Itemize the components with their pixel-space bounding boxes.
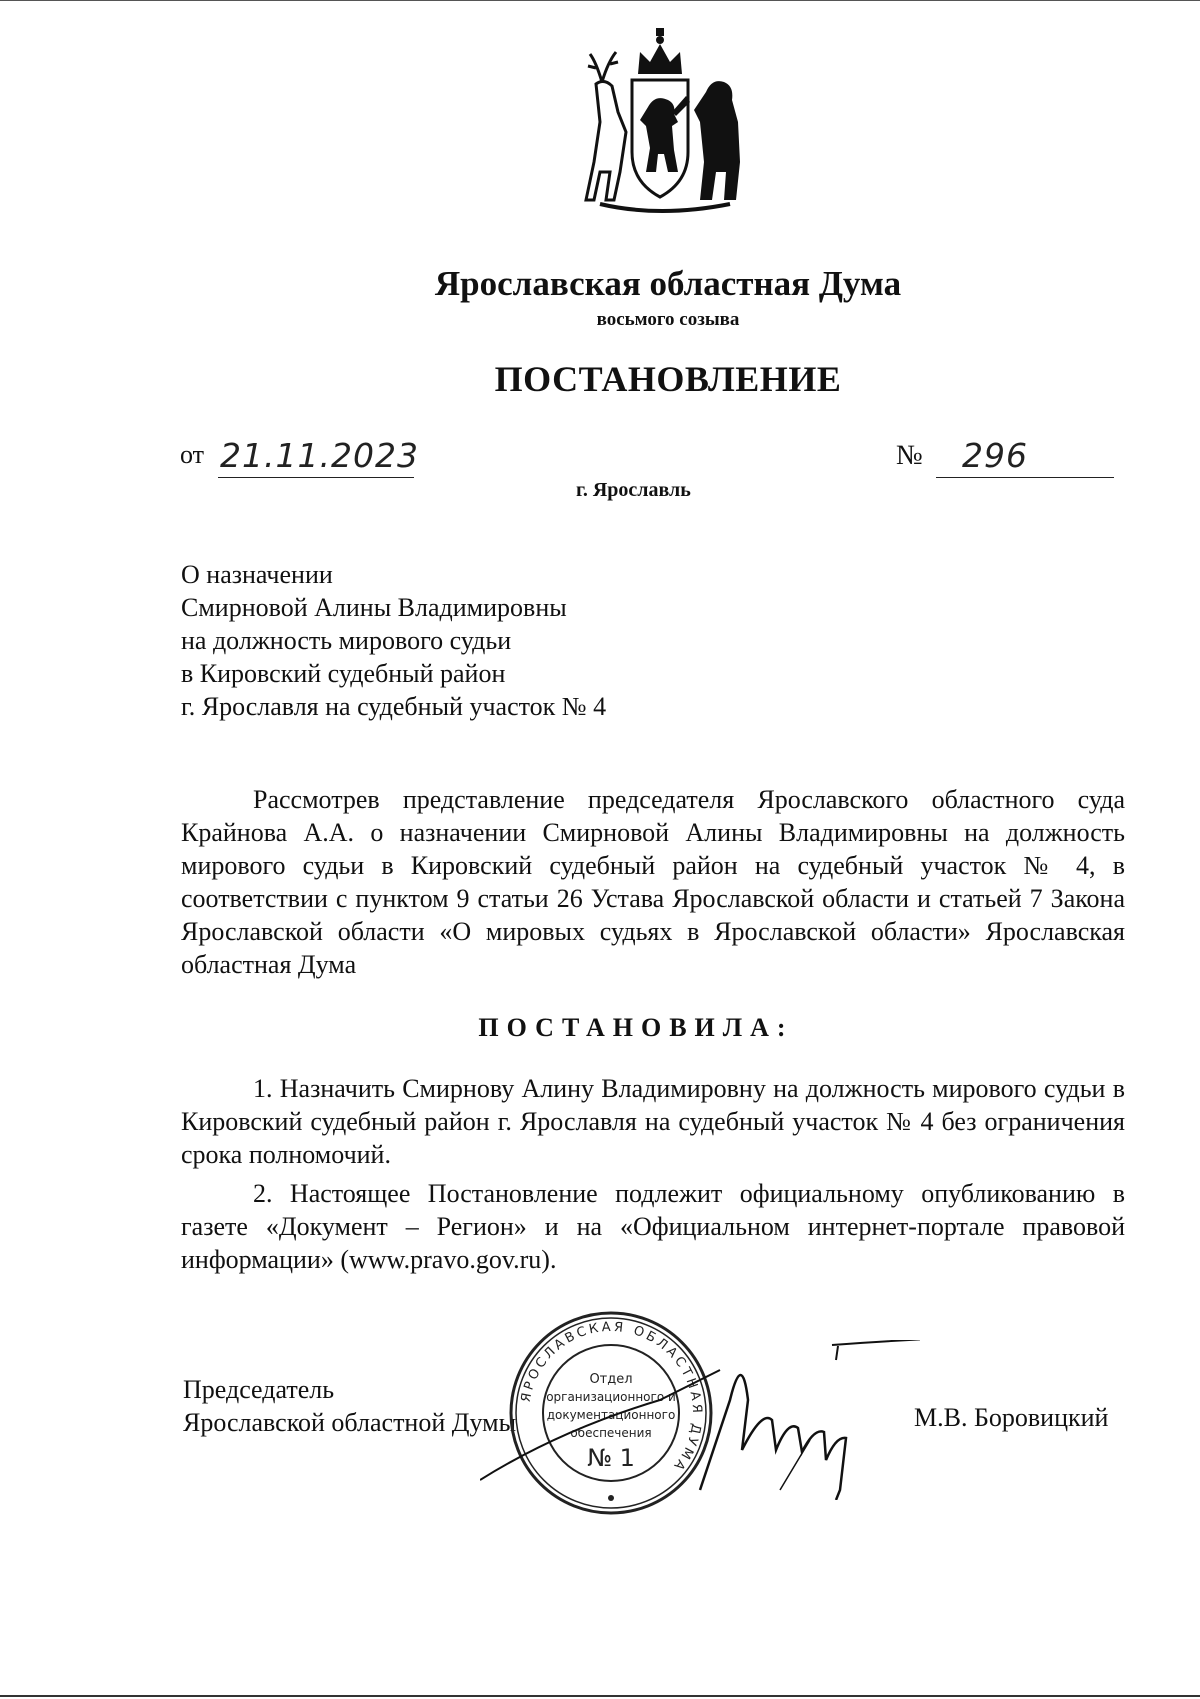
subject-line: г. Ярославля на судебный участок № 4 [181, 692, 607, 721]
subject-line: в Кировский судебный район [181, 659, 506, 688]
stamp-center-line: документационного [546, 1408, 676, 1422]
document-type-title: ПОСТАНОВЛЕНИЕ [494, 359, 842, 399]
resolution-item-2: 2. Настоящее Постановление подлежит официальному опубликованию в газете «Документ – Регион» и на «Официальном интернет-портале правовой информации» (www.pravo.gov.ru). [181, 1179, 1125, 1274]
yaroslavl-coat-of-arms-emblem [560, 22, 760, 222]
resolved-heading: ПОСТАНОВИЛА: [478, 1013, 794, 1042]
subject-line: Смирновой Алины Владимировны [181, 593, 567, 622]
scan-edge-bottom [0, 1695, 1200, 1697]
signatory-position [183, 1373, 516, 1439]
subject-line: на должность мирового судьи [181, 626, 512, 655]
convocation-subtitle: восьмого созыва [596, 309, 740, 330]
signatory-position-line: Ярославской областной Думы [183, 1408, 517, 1437]
scan-edge-top [0, 0, 1200, 1]
resolution-item-1: 1. Назначить Смирнову Алину Владимировну на должность мирового судьи в Кировский судебный район г. Ярославля на судебный участок № 4 без ограничения срока полномочий. [181, 1074, 1125, 1169]
date-underline [218, 477, 414, 478]
handwritten-signature [480, 1340, 920, 1500]
handwritten-date: 21.11.2023 [220, 436, 419, 475]
stamp-center-line: организационного и [546, 1390, 676, 1404]
signatory-name: М.В. Боровицкий [914, 1403, 1109, 1432]
signatory-position-line: Председатель [183, 1375, 335, 1404]
stamp-center-number: № 1 [587, 1444, 635, 1472]
number-label: № [896, 440, 923, 471]
stamp-ring-text: ЯРОСЛАВСКАЯ ОБЛАСТНАЯ ДУМА [518, 1319, 705, 1475]
subject-line: О назначении [181, 560, 333, 589]
handwritten-number: 296 [962, 436, 1028, 475]
date-prefix: от [180, 440, 205, 469]
number-underline [936, 477, 1114, 478]
stamp-center-line: Отдел [589, 1372, 633, 1387]
preamble-paragraph: Рассмотрев представление председателя Ярославского областного суда Крайнова А.А. о назначении Смирновой Алины Владимировны на должность мирового судьи в Кировский судебный район на судебный участок № 4, в соответствии с пунктом 9 статьи 26 Устава Ярославской области и статьей 7 Закона Ярославской области «О мировых судьях в Ярославской области» Ярославская областная Дума [181, 785, 1125, 979]
subject-block [181, 558, 606, 723]
stamp-center-line: обеспечения [570, 1426, 652, 1440]
organization-title: Ярославская областная Дума [434, 264, 902, 303]
city-line: г. Ярославль [576, 479, 691, 501]
